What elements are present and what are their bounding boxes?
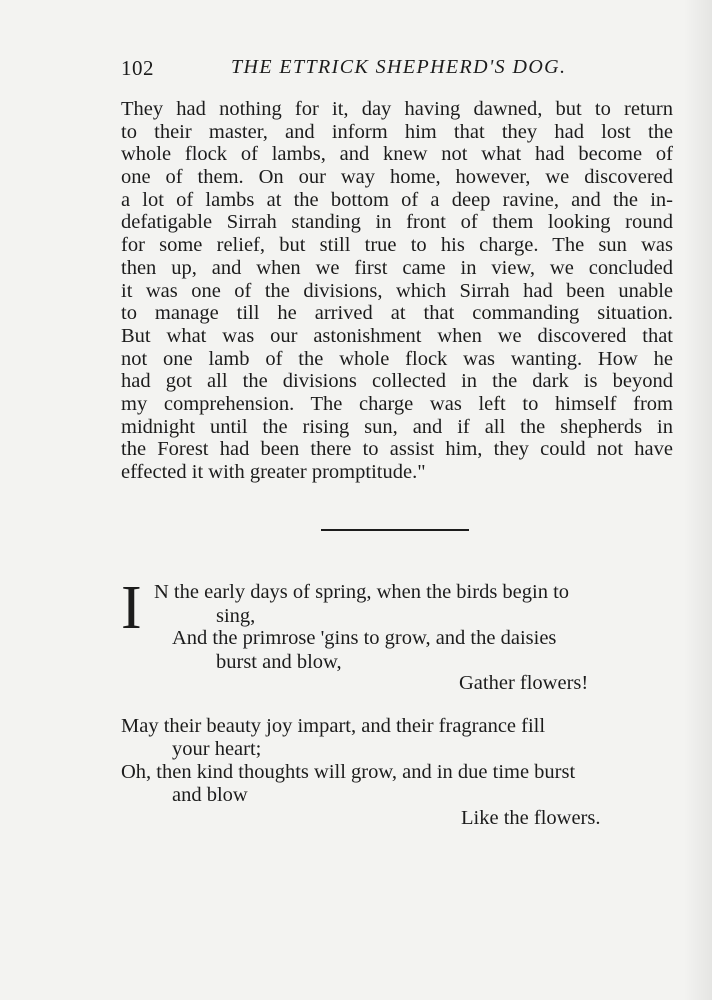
poem-refrain: Like the flowers. [461, 807, 601, 829]
prose-line: whole flock of lambs, and knew not what had become of [121, 143, 673, 166]
running-head: THE ETTRICK SHEPHERD'S DOG. [231, 56, 567, 78]
drop-cap: I [121, 574, 142, 642]
page-gutter-shadow [684, 0, 712, 1000]
prose-line: midnight until the rising sun, and if all the shepherds in [121, 415, 673, 438]
poem-refrain: Gather flowers! [459, 672, 589, 694]
poem-line-continuation: sing, [216, 605, 256, 627]
prose-line: for some relief, but still true to his charge. The sun was [121, 234, 673, 257]
prose-line: to manage till he arrived at that commanding situation. [121, 302, 673, 325]
prose-line: had got all the divisions collected in the dark is beyond [121, 370, 673, 393]
page-header [121, 52, 583, 82]
section-divider-rule [321, 529, 469, 531]
prose-line: to their master, and inform him that they had lost the [121, 120, 673, 143]
prose-line: my comprehension. The charge was left to himself from [121, 392, 673, 415]
prose-line: one of them. On our way home, however, we discovered [121, 166, 673, 189]
prose-paragraph [121, 98, 673, 484]
prose-line: not one lamb of the whole flock was wanting. How he [121, 347, 673, 370]
prose-line: effected it with greater promptitude." [121, 461, 426, 483]
prose-line: They had nothing for it, day having dawned, but to return [121, 98, 673, 120]
prose-line: a lot of lambs at the bottom of a deep ravine, and the in- [121, 188, 673, 211]
prose-line: But what was our astonishment when we discovered that [121, 324, 673, 347]
poem-line-continuation: burst and blow, [216, 651, 342, 673]
prose-line: it was one of the divisions, which Sirrah had been unable [121, 279, 673, 302]
prose-line: defatigable Sirrah standing in front of them looking round [121, 211, 673, 234]
poem-line-continuation: and blow [172, 784, 248, 806]
poem-line: May their beauty joy impart, and their fragrance fill [121, 715, 546, 737]
prose-line: the Forest had been there to assist him, they could not have [121, 438, 673, 461]
prose-line: then up, and when we first came in view, we concluded [121, 256, 673, 279]
poem-line: N the early days of spring, when the birds begin to [154, 581, 570, 603]
poem-line: And the primrose 'gins to grow, and the daisies [172, 627, 557, 649]
poem-line-continuation: your heart; [172, 738, 262, 760]
poem-line: Oh, then kind thoughts will grow, and in due time burst [121, 761, 576, 783]
page-number: 102 [121, 56, 154, 80]
